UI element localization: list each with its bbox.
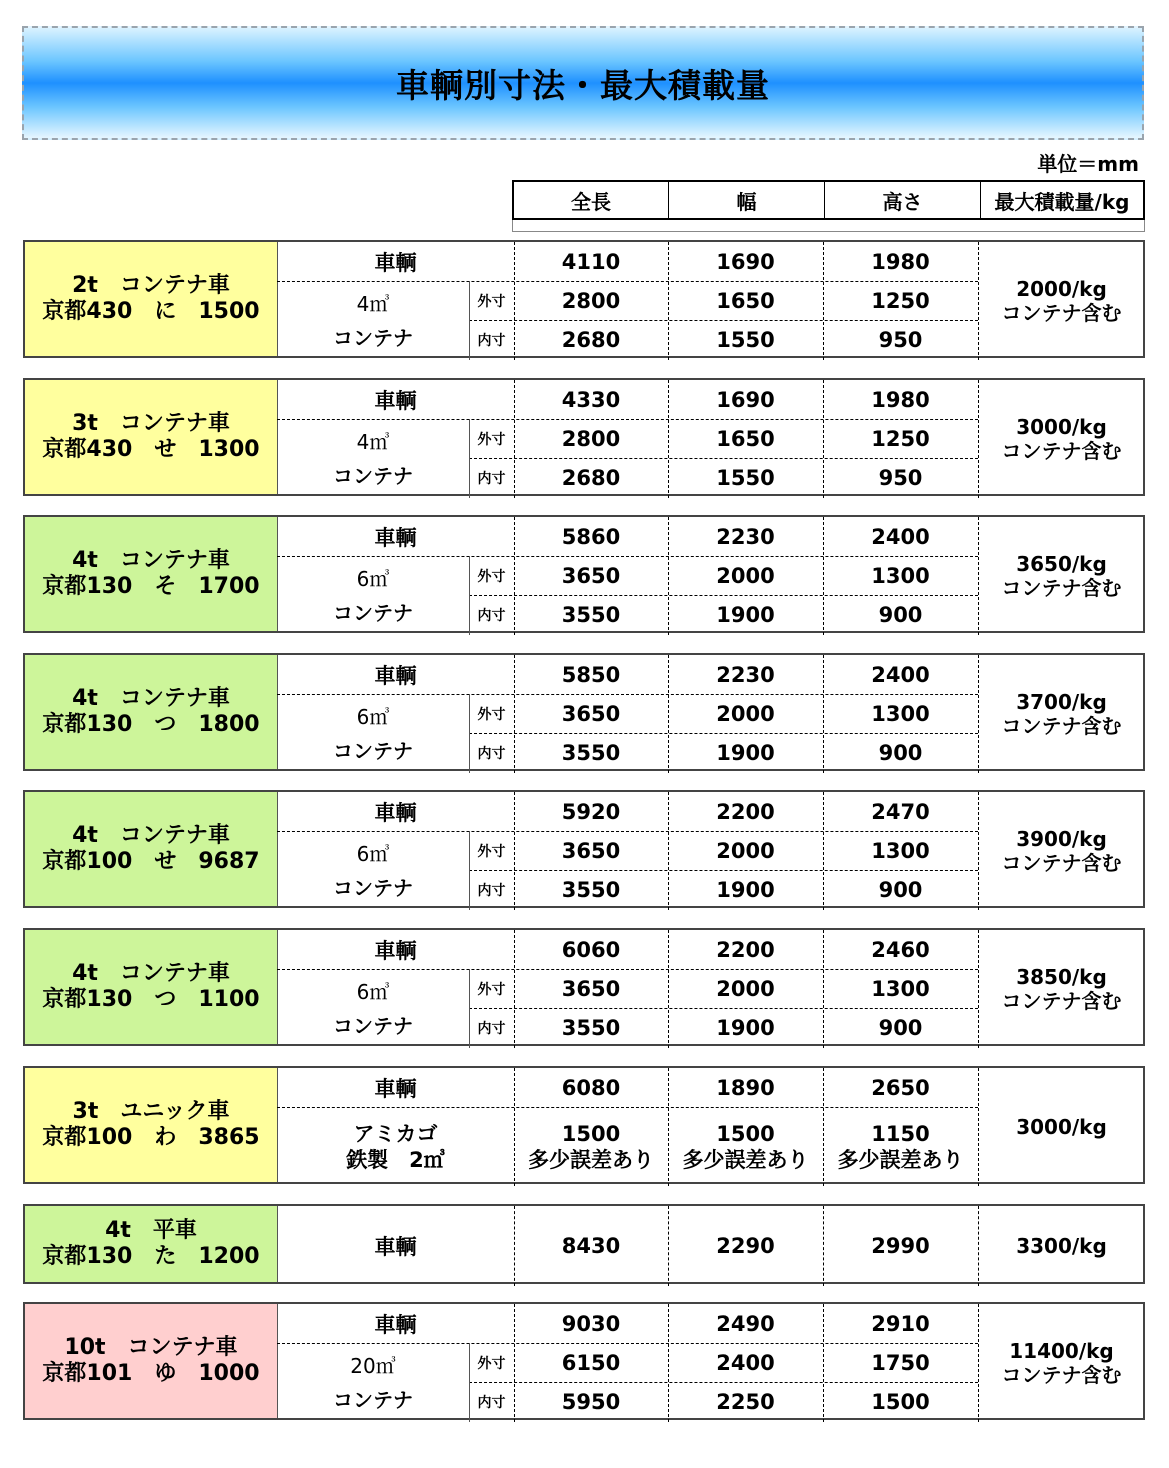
inner-height: 950	[878, 466, 923, 490]
inner-dimension-label: 内寸	[477, 471, 506, 487]
inner-dimension-label: 内寸	[477, 1395, 506, 1411]
column-divider	[823, 930, 824, 1048]
column-divider	[823, 792, 824, 910]
row-label-vehicle: 車輌	[374, 663, 417, 688]
column-divider	[514, 242, 515, 360]
vehicle-height: 2910	[871, 1311, 930, 1336]
vehicle-length: 5860	[561, 524, 621, 549]
outer-dimension-label: 外寸	[477, 431, 506, 448]
basket-note: 多少誤差あり	[837, 1147, 964, 1172]
column-divider	[668, 655, 669, 773]
inner-dimension-label: 内寸	[477, 746, 506, 762]
container-word: コンテナ	[333, 875, 413, 900]
max-load-note: コンテナ含む	[1001, 576, 1122, 600]
vehicle-group	[23, 928, 1145, 1046]
row-label-vehicle: 車輌	[374, 525, 417, 550]
vehicle-height: 2990	[871, 1234, 930, 1258]
max-load	[978, 1304, 1145, 1422]
vehicle-label	[25, 380, 278, 494]
vehicle-length: 6060	[561, 937, 621, 962]
vehicle-class: 10t コンテナ車	[64, 1335, 238, 1360]
license-plate: 京都100 わ 3865	[42, 1125, 260, 1150]
vehicle-label	[25, 242, 278, 356]
vehicle-length: 6080	[561, 1075, 621, 1100]
max-load-value: 3900/kg	[1016, 827, 1107, 851]
outer-height: 1300	[871, 563, 930, 588]
inner-height: 900	[878, 603, 923, 627]
outer-width: 2000	[716, 838, 775, 863]
inner-length: 3550	[561, 1016, 621, 1040]
max-load-value: 11400/kg	[1009, 1339, 1114, 1363]
vehicle-class: 4t コンテナ車	[72, 961, 230, 986]
vehicle-length: 8430	[561, 1234, 621, 1258]
inner-length: 2680	[561, 328, 621, 352]
vehicle-width: 1690	[716, 249, 775, 274]
column-divider	[514, 655, 515, 773]
sub-label-divider	[469, 419, 470, 498]
inner-length: 3550	[561, 603, 621, 627]
outer-length: 3650	[561, 701, 621, 726]
outer-dimension-label: 外寸	[477, 293, 506, 310]
inner-dimension-label: 内寸	[477, 333, 506, 349]
inner-length: 5950	[561, 1390, 621, 1414]
row-label-vehicle: 車輌	[374, 1312, 417, 1337]
vehicle-height: 2400	[871, 662, 930, 687]
license-plate: 京都130 そ 1700	[42, 574, 260, 599]
row-label-vehicle: 車輌	[374, 1076, 417, 1101]
outer-length: 3650	[561, 563, 621, 588]
column-divider	[823, 1206, 824, 1286]
column-divider	[668, 930, 669, 1048]
inner-height: 900	[878, 878, 923, 902]
vehicle-class: 4t コンテナ車	[72, 548, 230, 573]
outer-length: 2800	[561, 288, 621, 313]
vehicle-group	[23, 653, 1145, 771]
outer-length: 3650	[561, 838, 621, 863]
column-divider	[514, 1068, 515, 1186]
vehicle-label	[25, 1068, 278, 1182]
page-title: 車輌別寸法・最大積載量	[396, 65, 770, 105]
max-load	[978, 655, 1145, 773]
vehicle-height: 2400	[871, 524, 930, 549]
container-volume: 20㎥	[350, 1353, 396, 1378]
inner-width: 1900	[716, 603, 775, 627]
inner-width: 1900	[716, 1016, 775, 1040]
max-load-value: 3000/kg	[1016, 1115, 1107, 1139]
column-divider	[668, 242, 669, 360]
column-divider	[668, 1068, 669, 1186]
outer-height: 1300	[871, 976, 930, 1001]
max-load-note: コンテナ含む	[1001, 989, 1122, 1013]
outer-width: 2000	[716, 563, 775, 588]
sub-label-divider	[469, 694, 470, 773]
outer-height: 1300	[871, 838, 930, 863]
column-divider	[514, 380, 515, 498]
vehicle-width: 2200	[716, 799, 775, 824]
vehicle-length: 5850	[561, 662, 621, 687]
vehicle-width: 2490	[716, 1311, 775, 1336]
column-divider	[514, 930, 515, 1048]
max-load-note: コンテナ含む	[1001, 714, 1122, 738]
basket-value: 1500	[561, 1121, 621, 1146]
container-name	[277, 831, 469, 910]
row-label-vehicle: 車輌	[374, 800, 417, 825]
max-load-value: 3700/kg	[1016, 690, 1107, 714]
max-load-note: コンテナ含む	[1001, 1363, 1122, 1387]
basket-dimension	[823, 1107, 978, 1186]
vehicle-width: 1690	[716, 387, 775, 412]
basket-dimension	[668, 1107, 823, 1186]
basket-value: 1500	[716, 1121, 775, 1146]
column-divider	[823, 655, 824, 773]
outer-width: 2000	[716, 701, 775, 726]
license-plate: 京都130 つ 1800	[42, 712, 260, 737]
column-divider	[668, 792, 669, 910]
outer-dimension-label: 外寸	[477, 1355, 506, 1372]
vehicle-label	[25, 1304, 278, 1418]
outer-length: 2800	[561, 426, 621, 451]
outer-dimension-label: 外寸	[477, 568, 506, 585]
inner-width: 1550	[716, 466, 775, 490]
header-height: 高さ	[824, 182, 980, 218]
container-volume: 4㎥	[356, 429, 390, 454]
container-volume: 6㎥	[356, 566, 390, 591]
max-load-value: 3850/kg	[1016, 965, 1107, 989]
license-plate: 京都130 た 1200	[42, 1244, 260, 1269]
vehicle-label	[25, 517, 278, 631]
inner-height: 1500	[871, 1390, 930, 1414]
outer-height: 1750	[871, 1350, 930, 1375]
sub-label-divider	[469, 831, 470, 910]
inner-height: 900	[878, 1016, 923, 1040]
max-load	[978, 1068, 1145, 1186]
outer-dimension-label: 外寸	[477, 981, 506, 998]
container-name	[277, 556, 469, 635]
inner-height: 950	[878, 328, 923, 352]
max-load	[978, 1206, 1145, 1286]
vehicle-length: 5920	[561, 799, 621, 824]
max-load-value: 2000/kg	[1016, 277, 1107, 301]
max-load-value: 3650/kg	[1016, 552, 1107, 576]
max-load-note: コンテナ含む	[1001, 439, 1122, 463]
inner-dimension-label: 内寸	[477, 1021, 506, 1037]
column-divider	[823, 380, 824, 498]
inner-dimension-label: 内寸	[477, 883, 506, 899]
vehicle-length: 4330	[561, 387, 621, 412]
inner-length: 3550	[561, 878, 621, 902]
column-divider	[514, 517, 515, 635]
inner-width: 1900	[716, 741, 775, 765]
column-divider	[514, 792, 515, 910]
vehicle-class: 4t 平車	[105, 1218, 197, 1243]
outer-width: 1650	[716, 288, 775, 313]
vehicle-group	[23, 240, 1145, 358]
max-load	[978, 380, 1145, 498]
sub-label-divider	[469, 1343, 470, 1422]
max-load-value: 3300/kg	[1016, 1234, 1107, 1258]
row-label-vehicle: 車輌	[374, 938, 417, 963]
container-name	[277, 969, 469, 1048]
column-header-row	[512, 180, 1145, 220]
vehicle-width: 2230	[716, 662, 775, 687]
vehicle-group	[23, 790, 1145, 908]
basket-value: 1150	[871, 1121, 930, 1146]
row-label-vehicle: 車輌	[374, 250, 417, 275]
vehicle-width: 2200	[716, 937, 775, 962]
license-plate: 京都100 せ 9687	[42, 849, 260, 874]
vehicle-height: 1980	[871, 249, 930, 274]
max-load	[978, 517, 1145, 635]
container-word: コンテナ	[333, 600, 413, 625]
vehicle-height: 2470	[871, 799, 930, 824]
header-spacer	[512, 220, 1145, 232]
max-load	[978, 930, 1145, 1048]
sub-label-divider	[469, 556, 470, 635]
vehicle-class: 4t コンテナ車	[72, 823, 230, 848]
vehicle-group	[23, 515, 1145, 633]
container-volume: 6㎥	[356, 841, 390, 866]
vehicle-group	[23, 1302, 1145, 1420]
basket-dimension	[514, 1107, 668, 1186]
container-word: コンテナ	[333, 325, 413, 350]
max-load-value: 3000/kg	[1016, 415, 1107, 439]
license-plate: 京都430 せ 1300	[42, 437, 260, 462]
container-word: コンテナ	[333, 1387, 413, 1412]
inner-height: 900	[878, 741, 923, 765]
container-volume: 6㎥	[356, 979, 390, 1004]
outer-dimension-label: 外寸	[477, 843, 506, 860]
outer-width: 2000	[716, 976, 775, 1001]
container-name	[277, 1343, 469, 1422]
vehicle-height: 1980	[871, 387, 930, 412]
outer-dimension-label: 外寸	[477, 706, 506, 723]
inner-length: 3550	[561, 741, 621, 765]
vehicle-height: 2460	[871, 937, 930, 962]
max-load-note: コンテナ含む	[1001, 301, 1122, 325]
vehicle-group	[23, 1204, 1145, 1284]
column-divider	[668, 1206, 669, 1286]
vehicle-length: 9030	[561, 1311, 621, 1336]
vehicle-label	[25, 655, 278, 769]
outer-length: 6150	[561, 1350, 621, 1375]
max-load	[978, 242, 1145, 360]
basket-description	[277, 1107, 514, 1186]
column-divider	[668, 380, 669, 498]
vehicle-class: 4t コンテナ車	[72, 686, 230, 711]
container-name	[277, 419, 469, 498]
vehicle-height: 2650	[871, 1075, 930, 1100]
vehicle-label	[25, 930, 278, 1044]
container-word: コンテナ	[333, 463, 413, 488]
inner-length: 2680	[561, 466, 621, 490]
outer-length: 3650	[561, 976, 621, 1001]
basket-type: アミカゴ	[353, 1121, 438, 1146]
header-width: 幅	[668, 182, 824, 218]
header-length: 全長	[571, 189, 611, 214]
basket-material: 鉄製 2㎥	[346, 1147, 445, 1172]
vehicle-class: 3t ユニック車	[72, 1099, 230, 1124]
basket-note: 多少誤差あり	[528, 1147, 654, 1172]
header-max-load: 最大積載量/kg	[980, 182, 1143, 218]
vehicle-group	[23, 378, 1145, 496]
title-banner	[22, 26, 1144, 140]
license-plate: 京都101 ゆ 1000	[42, 1361, 260, 1386]
container-word: コンテナ	[333, 738, 413, 763]
sub-label-divider	[469, 969, 470, 1048]
vehicle-class: 2t コンテナ車	[72, 273, 230, 298]
outer-height: 1250	[871, 426, 930, 451]
row-label-vehicle: 車輌	[374, 388, 417, 413]
license-plate: 京都130 つ 1100	[42, 987, 260, 1012]
vehicle-label	[25, 1206, 278, 1282]
license-plate: 京都430 に 1500	[42, 299, 260, 324]
column-divider	[823, 1304, 824, 1422]
vehicle-width: 2230	[716, 524, 775, 549]
vehicle-group	[23, 1066, 1145, 1184]
outer-width: 2400	[716, 1350, 775, 1375]
column-divider	[823, 517, 824, 635]
container-volume: 6㎥	[356, 704, 390, 729]
row-label-vehicle: 車輌	[374, 1235, 417, 1259]
basket-note: 多少誤差あり	[682, 1147, 809, 1172]
inner-width: 1900	[716, 878, 775, 902]
unit-label: 単位＝mm	[1037, 152, 1139, 176]
column-divider	[668, 517, 669, 635]
outer-width: 1650	[716, 426, 775, 451]
outer-height: 1250	[871, 288, 930, 313]
inner-dimension-label: 内寸	[477, 608, 506, 624]
vehicle-width: 2290	[716, 1234, 775, 1258]
inner-width: 1550	[716, 328, 775, 352]
vehicle-label	[25, 792, 278, 906]
container-word: コンテナ	[333, 1013, 413, 1038]
column-divider	[823, 242, 824, 360]
column-divider	[668, 1304, 669, 1422]
vehicle-class: 3t コンテナ車	[72, 411, 230, 436]
max-load	[978, 792, 1145, 910]
max-load-note: コンテナ含む	[1001, 851, 1122, 875]
sub-label-divider	[469, 281, 470, 360]
column-divider	[514, 1206, 515, 1286]
container-name	[277, 694, 469, 773]
vehicle-length: 4110	[561, 249, 621, 274]
vehicle-width: 1890	[716, 1075, 775, 1100]
inner-width: 2250	[716, 1390, 775, 1414]
column-divider	[514, 1304, 515, 1422]
outer-height: 1300	[871, 701, 930, 726]
container-volume: 4㎥	[356, 291, 390, 316]
container-name	[277, 281, 469, 360]
column-divider	[823, 1068, 824, 1186]
